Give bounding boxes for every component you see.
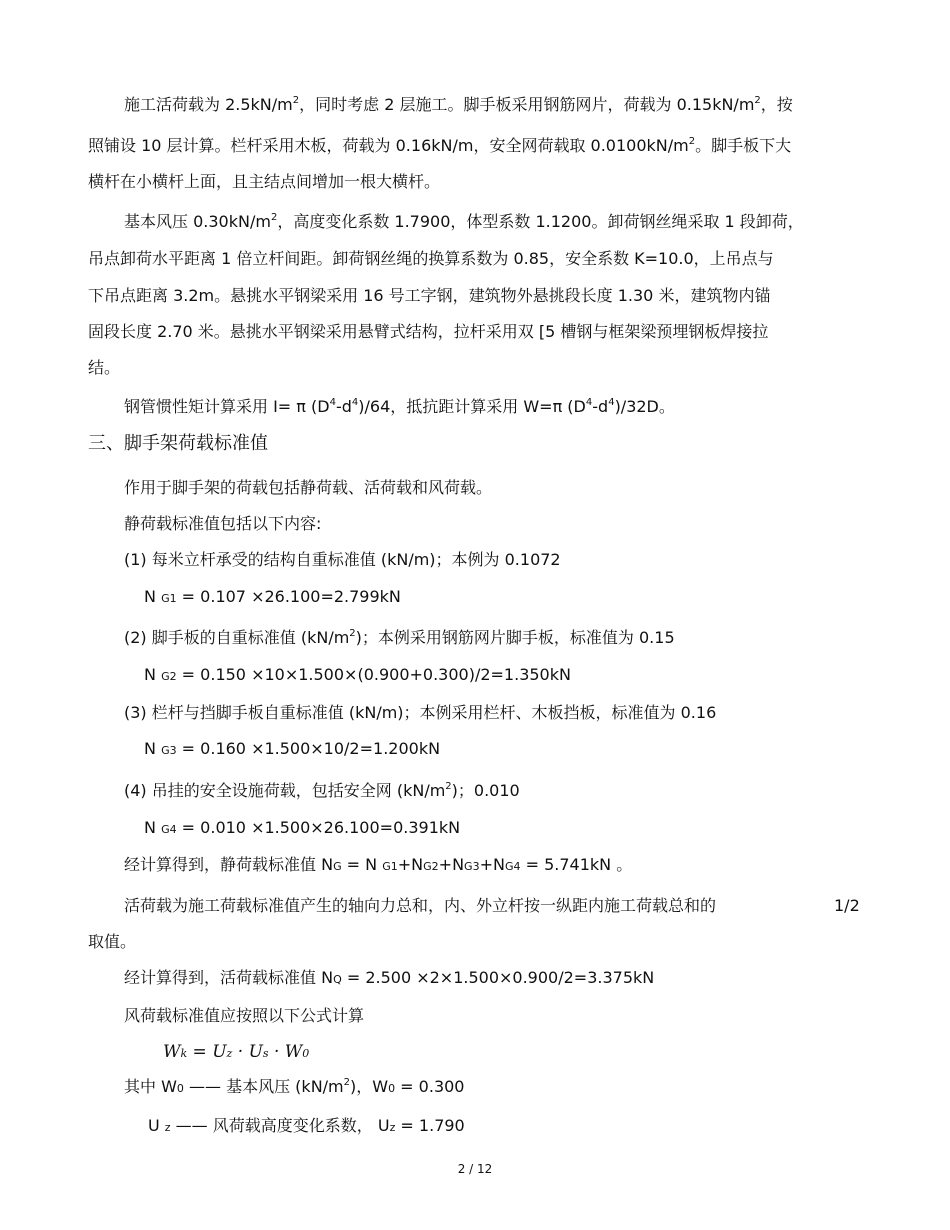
formula-line: N G4 = 0.010 ×1.500×26.100=0.391kN <box>144 818 461 837</box>
text-line: 施工活荷载为 $2.5kN/m^2$，同时考虑 2 层施工。脚手板采用钢筋网片，荷载为 $0.15kN/m^2$，按 <box>124 95 793 114</box>
section-heading: 三、脚手架荷载标准值 <box>88 433 268 454</box>
text-line: 固段长度 2.70 米。悬挑水平钢梁采用悬臂式结构，拉杆采用双 [5 槽钢与框架梁预埋钢板焊接拉 <box>88 322 769 341</box>
formula-line: N G2 = 0.150 ×10×1.500×(0.900+0.300)/2=1.350kN <box>144 665 571 684</box>
definition-line: 其中 W0 —— 基本风压 $(kN/m^2)$，W0 = 0.300 <box>124 1077 465 1096</box>
definition-line: U z —— 风荷载高度变化系数， Uz = 1.790 <box>148 1116 465 1135</box>
text-line: 取值。 <box>88 932 137 951</box>
text-line: 风荷载标准值应按照以下公式计算 <box>124 1006 365 1025</box>
result-line: 经计算得到，静荷载标准值 NG = N G1+NG2+NG3+NG4 = 5.741kN 。 <box>124 855 633 874</box>
text-line: 活荷载为施工荷载标准值产生的轴向力总和，内、外立杆按一纵距内施工荷载总和的 <box>124 896 717 915</box>
text-line: 作用于脚手架的荷载包括静荷载、活荷载和风荷载。 <box>124 478 493 497</box>
list-item: (3) 栏杆与挡脚手板自重标准值 (kN/m)；本例采用栏杆、木板挡板，标准值为 0.16 <box>124 703 717 722</box>
result-line: 经计算得到，活荷载标准值 NQ = 2.500 ×2×1.500×0.900/2=3.375kN <box>124 968 655 987</box>
page-number: 2 / 12 <box>457 1162 493 1176</box>
text-line: 照铺设 10 层计算。栏杆采用木板，荷载为 0.16kN/m，安全网荷载取 $0.0100kN/m^2$。脚手板下大 <box>88 136 792 155</box>
text-line: 下吊点距离 3.2m。悬挑水平钢梁采用 16 号工字钢，建筑物外悬挑段长度 1.30 米，建筑物内锚 <box>88 286 771 305</box>
formula-line: N G1 = 0.107 ×26.100=2.799kN <box>144 587 401 606</box>
text-line: 钢管惯性矩计算采用 I= π $(D^4-d^4)/64$，抵抗距计算采用 W=π $(D^4-d^4)/32D$。 <box>124 397 675 416</box>
list-item: (1) 每米立杆承受的结构自重标准值 (kN/m)；本例为 0.1072 <box>124 550 561 569</box>
list-item: (4) 吊挂的安全设施荷载，包括安全网 $(kN/m^2)$；0.010 <box>124 781 520 800</box>
text-line: 静荷载标准值包括以下内容: <box>124 514 322 533</box>
text-line: 横杆在小横杆上面，且主结点间增加一根大横杆。 <box>88 172 441 191</box>
formula-line: N G3 = 0.160 ×1.500×10/2=1.200kN <box>144 739 441 758</box>
text-line: 结。 <box>88 358 121 377</box>
text-line: 基本风压 $0.30kN/m^2$，高度变化系数 1.7900，体型系数 1.1200。卸荷钢丝绳采取 1 段卸荷， <box>124 212 804 231</box>
text-line: 吊点卸荷水平距离 1 倍立杆间距。卸荷钢丝绳的换算系数为 0.85，安全系数 K=10.0，上吊点与 <box>88 249 774 268</box>
text-fragment: 1/2 <box>834 896 860 915</box>
wind-formula: Wk = Uz · Us · W0 <box>163 1042 310 1062</box>
list-item: (2) 脚手板的自重标准值 $(kN/m^2)$；本例采用钢筋网片脚手板，标准值为 0.15 <box>124 628 675 647</box>
